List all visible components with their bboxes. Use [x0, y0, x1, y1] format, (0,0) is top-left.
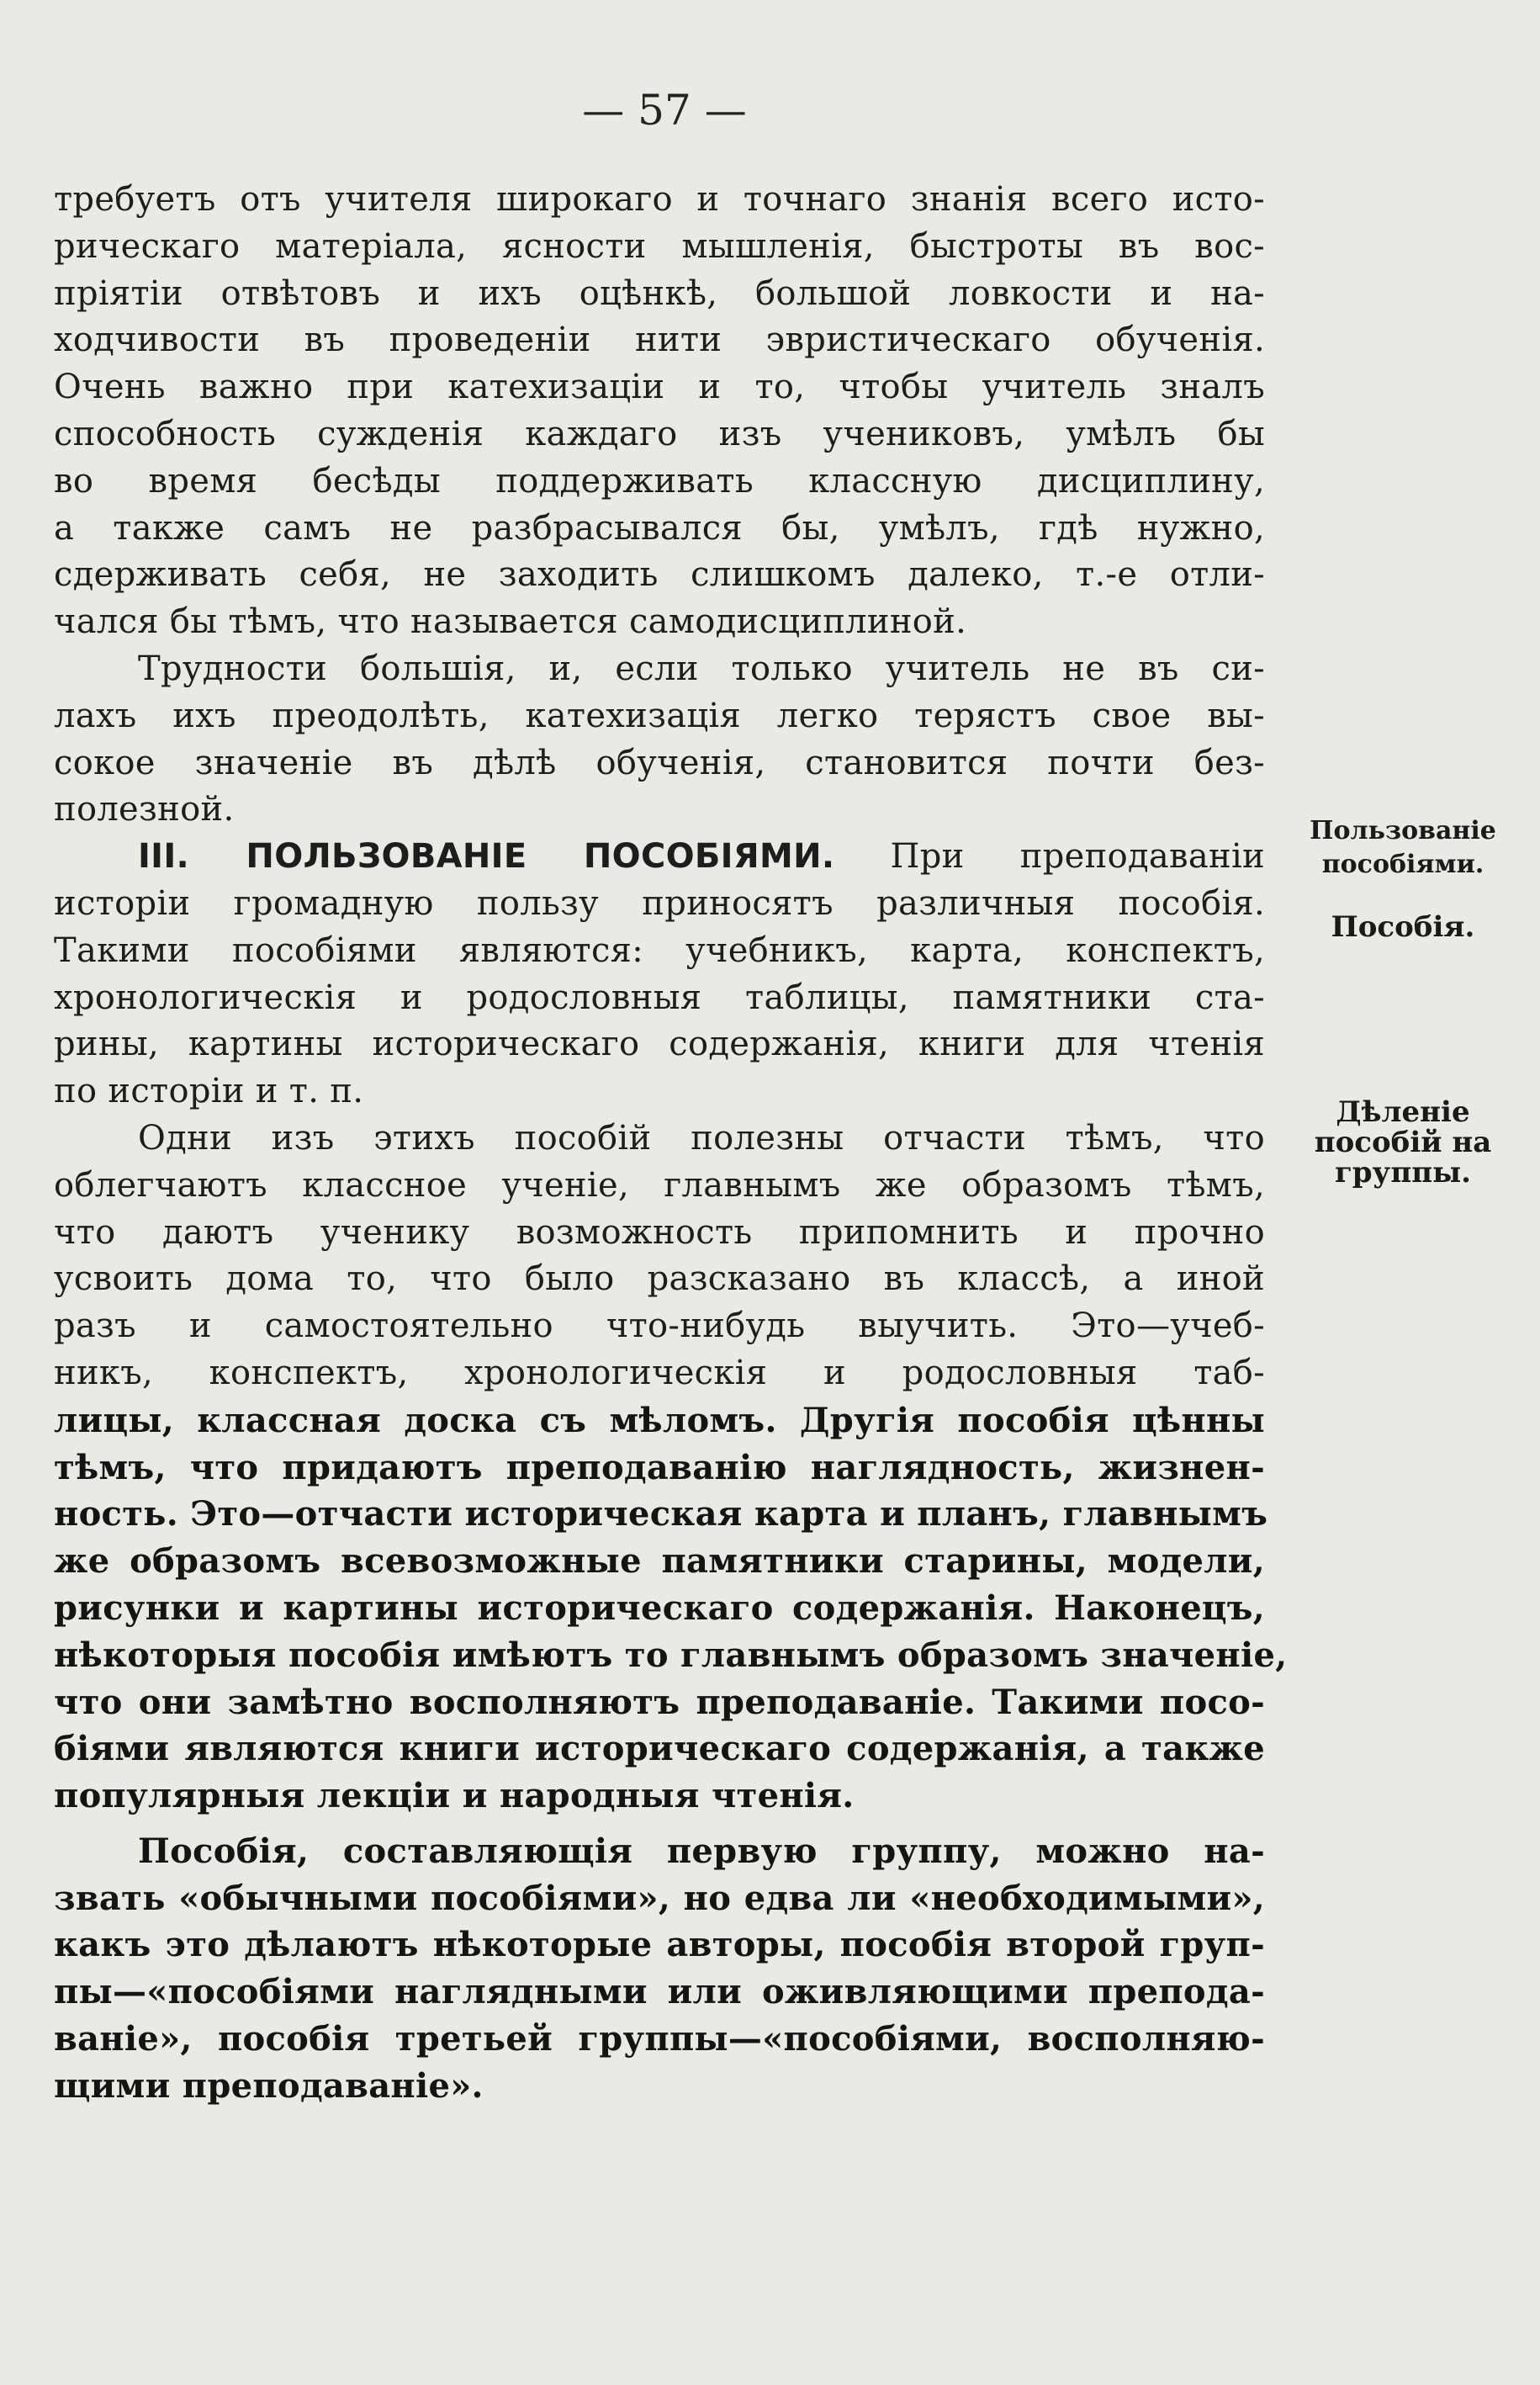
- text-line: нѣкоторыя пособія имѣютъ то главнымъ образомъ значеніе,: [54, 1635, 1288, 1675]
- paragraph-2: [54, 646, 1265, 834]
- section-heading: III. ПОЛЬЗОВАНІЕ ПОСОБІЯМИ.: [138, 837, 835, 877]
- margin-note-line: пособій на: [1314, 1126, 1492, 1159]
- margin-note-division: [1268, 1097, 1537, 1188]
- text-line: что они замѣтно восполняютъ преподаваніе. Такими посо-: [54, 1682, 1265, 1722]
- text-line: лицы, классная доска съ мѣломъ. Другія пособія цѣнны: [54, 1400, 1265, 1440]
- margin-note-line: группы.: [1334, 1156, 1472, 1190]
- paragraph-4: [54, 1116, 1288, 1820]
- text-line: хронологическія и родословныя таблицы, памятники ста-: [54, 978, 1265, 1017]
- paragraph-gap: [54, 1820, 1265, 1828]
- text-line: чался бы тѣмъ, что называется самодисциплиной.: [54, 602, 967, 642]
- text-line: Пособія, составляющія первую группу, можно на-: [138, 1831, 1265, 1871]
- text-line: ваніе», пособія третьей группы—«пособіями, восполняю-: [54, 2019, 1265, 2059]
- margin-note-aids: Пособія.: [1331, 910, 1475, 944]
- text-line: звать «обычными пособіями», но едва ли «необходимыми»,: [54, 1878, 1265, 1918]
- text-line: рины, картины историческаго содержанія, книги для чтенія: [54, 1025, 1265, 1064]
- text-line: лахъ ихъ преодолѣть, катехизація легко терястъ свое вы-: [54, 696, 1265, 735]
- margin-note-usage: [1268, 814, 1537, 882]
- text-span: При преподаваніи: [890, 837, 1266, 877]
- text-line: пріятіи отвѣтовъ и ихъ оцѣнкѣ, большой ловкости и на-: [54, 273, 1265, 313]
- text-line: Очень важно при катехизаціи и то, чтобы учитель зналъ: [54, 368, 1265, 407]
- paragraph-3: [54, 834, 1265, 1116]
- text-line: Трудности большія, и, если только учитель не въ си-: [138, 649, 1265, 688]
- paragraph-1: [54, 177, 1265, 646]
- text-line: популярныя лекціи и народныя чтенія.: [54, 1776, 855, 1816]
- text-line: сдерживать себя, не заходить слишкомъ далеко, т.-е отли-: [54, 555, 1265, 595]
- text-line: способность сужденія каждаго изъ учениковъ, умѣлъ бы: [54, 414, 1265, 453]
- text-line: тѣмъ, что придаютъ преподаванію наглядность, жизнен-: [54, 1447, 1265, 1487]
- text-line: исторіи громадную пользу приносятъ различныя пособія.: [54, 883, 1265, 923]
- text-line: сокое значеніе въ дѣлѣ обученія, становится почти без-: [54, 743, 1265, 782]
- text-line: какъ это дѣлаютъ нѣкоторые авторы, пособія второй груп-: [54, 1925, 1265, 1965]
- text-line: Одни изъ этихъ пособій полезны отчасти тѣмъ, что: [138, 1118, 1265, 1158]
- paragraph-5: [54, 1828, 1265, 2110]
- text-line: ность. Это—отчасти историческая карта и планъ, главнымъ: [54, 1494, 1268, 1534]
- text-line: что даютъ ученику возможность припомнить и прочно: [54, 1212, 1265, 1252]
- text-line: полезной.: [54, 790, 235, 829]
- text-line: по исторіи и т. п.: [54, 1072, 364, 1111]
- margin-note-line: пособіями.: [1321, 850, 1484, 879]
- heading-line: [54, 834, 1265, 881]
- text-line: рисунки и картины историческаго содержанія. Наконецъ,: [54, 1587, 1265, 1628]
- text-line: щими преподаваніе».: [54, 2065, 484, 2106]
- margin-note-line: Пользованіе: [1310, 816, 1496, 845]
- text-line: Такими пособіями являются: учебникъ, карта, конспектъ,: [54, 930, 1265, 970]
- text-line: разъ и самостоятельно что-нибудь выучить. Это—учеб-: [54, 1306, 1265, 1346]
- page-number: — 57 —: [582, 86, 747, 135]
- text-line: во время бесѣды поддерживать классную дисциплину,: [54, 461, 1265, 501]
- text-line: усвоить дома то, что было разсказано въ классѣ, а иной: [54, 1259, 1265, 1299]
- text-line: пы—«пособіями наглядными или оживляющими препода-: [54, 1972, 1265, 2012]
- text-line: а также самъ не разбрасывался бы, умѣлъ, гдѣ нужно,: [54, 508, 1265, 548]
- text-line: ходчивости въ проведеніи нити эвристическаго обученія.: [54, 321, 1265, 360]
- text-line: же образомъ всевозможные памятники старины, модели,: [54, 1541, 1265, 1582]
- text-line: требуетъ отъ учителя широкаго и точнаго знанія всего исто-: [54, 180, 1265, 219]
- text-line: рическаго матеріала, ясности мышленія, быстроты въ вос-: [54, 226, 1265, 266]
- text-line: біями являются книги историческаго содержанія, а также: [54, 1729, 1265, 1769]
- main-text-column: [54, 177, 1288, 2110]
- text-line: никъ, конспектъ, хронологическія и родословныя таб-: [54, 1353, 1265, 1392]
- text-line: облегчаютъ классное ученіе, главнымъ же образомъ тѣмъ,: [54, 1165, 1265, 1205]
- margin-note-line: Дѣленіе: [1336, 1095, 1470, 1129]
